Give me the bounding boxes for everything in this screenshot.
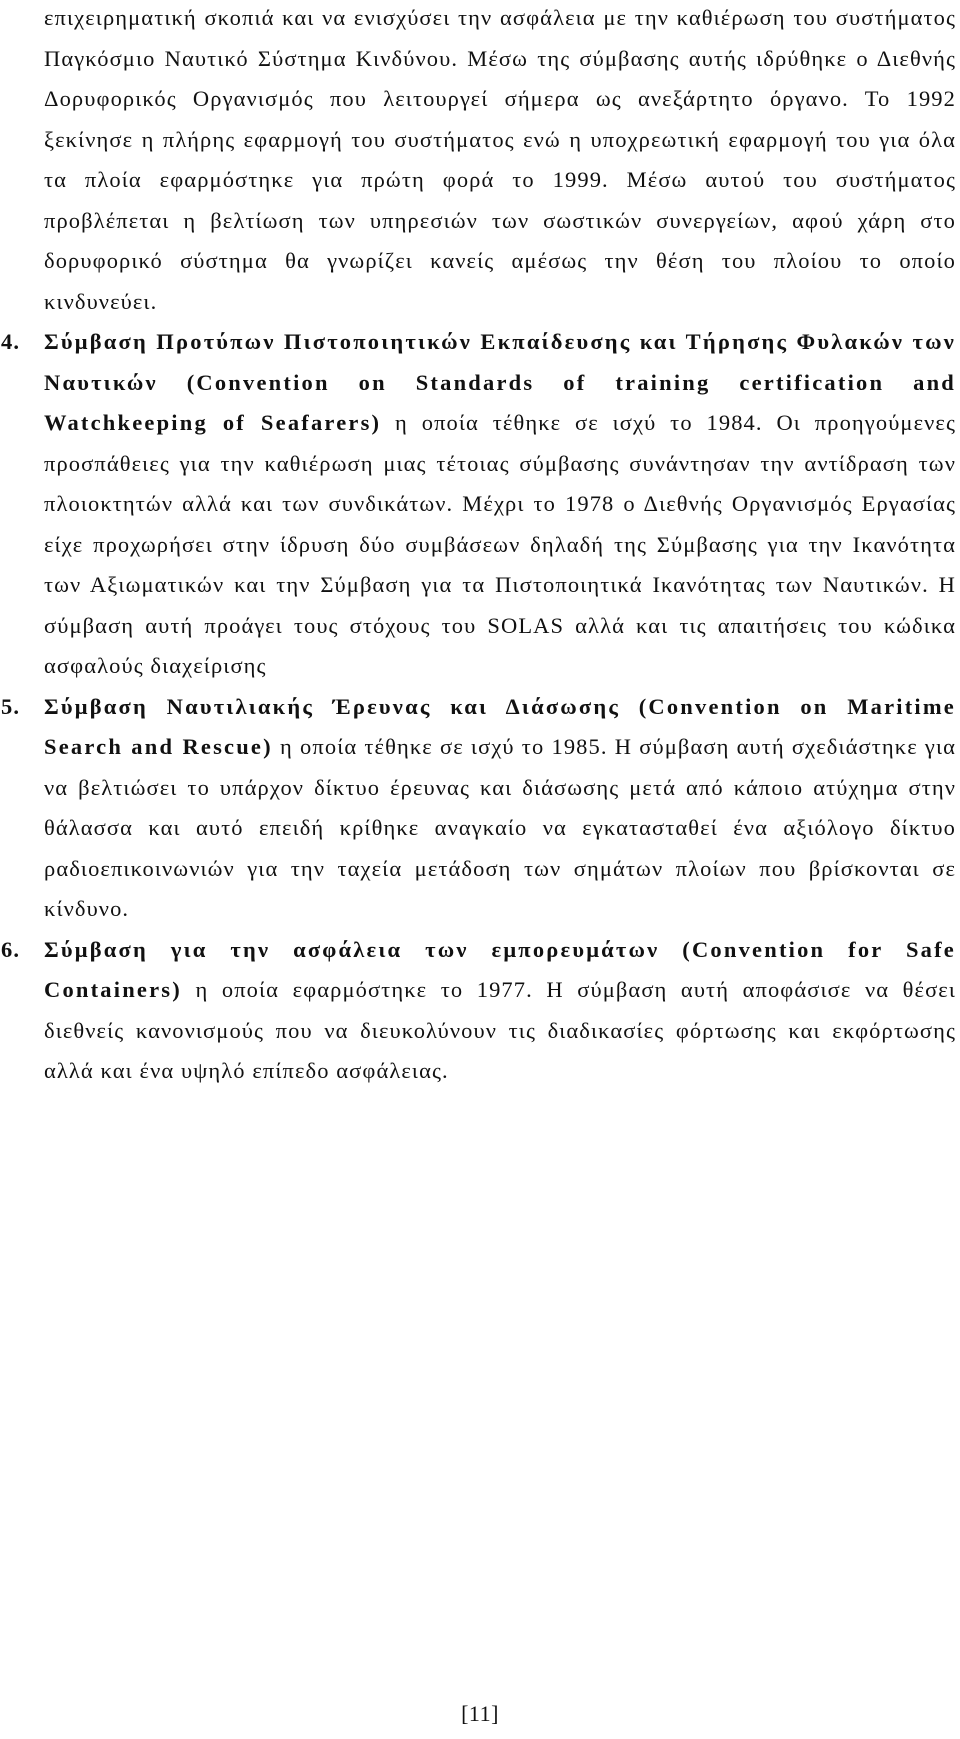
list-item-5 <box>1 687 956 930</box>
list-item-6 <box>1 930 956 1092</box>
item-title: Σύμβαση Προτύπων Πιστοποιητικών Εκπαίδευσης και Τήρησης Φυλακών των Ναυτικών (Convention on Standards of training certification and Watchkeeping of Seafarers) <box>44 329 956 435</box>
document-page <box>1 0 956 1092</box>
item-number: 6. <box>1 936 21 962</box>
item-body: η οποία εφαρμόστηκε το 1977. Η σύμβαση αυτή αποφάσισε να θέσει διεθνείς κανονισμούς που να διευκολύνουν τις διαδικασίες φόρτωσης και εκφόρτωσης αλλά και ένα υψηλό επίπεδο ασφάλειας. <box>44 977 956 1083</box>
continuation-paragraph: επιχειρηματική σκοπιά και να ενισχύσει την ασφάλεια με την καθιέρωση του συστήματος Παγκόσμιο Ναυτικό Σύστημα Κινδύνου. Μέσω της σύμβασης αυτής ιδρύθηκε ο Διεθνής Δορυφορικός Οργανισμός που λειτουργεί σήμερα ως ανεξάρτητο όργανο. Το 1992 ξεκίνησε η πλήρης εφαρμογή του συστήματος ενώ η υποχρεωτική εφαρμογή του για όλα τα πλοία εφαρμόστηκε για πρώτη φορά το 1999. Μέσω αυτού του συστήματος προβλέπεται η βελτίωση των υπηρεσιών των σωστικών συνεργείων, αφού χάρη στο δορυφορικό σύστημα θα γνωρίζει κανείς αμέσως την θέση του πλοίου το οποίο κινδυνεύει. <box>44 5 956 314</box>
item-title: Σύμβαση για την ασφάλεια των εμπορευμάτων (Convention for Safe Containers) <box>44 936 956 1002</box>
item-number: 5. <box>1 693 21 719</box>
item-body: η οποία τέθηκε σε ισχύ το 1984. Οι προηγούμενες προσπάθειες για την καθιέρωση μιας τέτοιας σύμβασης συνάντησαν την αντίδραση των πλοιοκτητών αλλά και των συνδικάτων. Μέχρι το 1978 ο Διεθνής Οργανισμός Εργασίας είχε προχωρήσει στην ίδρυση δύο συμβάσεων δηλαδή της Σύμβασης για την Ικανότητα των Αξιωματικών και την Σύμβαση για τα Πιστοποιητικά Ικανότητας των Ναυτικών. Η σύμβαση αυτή προάγει τους στόχους του SOLAS αλλά και τις απαιτήσεις του κώδικα ασφαλούς διαχείρισης <box>44 410 956 678</box>
page-number: [11] <box>461 1701 499 1726</box>
item-number: 4. <box>1 329 21 354</box>
item-body: η οποία τέθηκε σε ισχύ το 1985. Η σύμβαση αυτή σχεδιάστηκε για να βελτιώσει το υπάρχον δίκτυο έρευνας και διάσωσης μετά από κάποιο ατύχημα στην θάλασσα και αυτό επειδή κρίθηκε αναγκαίο να εγκατασταθεί ένα αξιόλογο δίκτυο ραδιοεπικοινωνιών για την ταχεία μετάδοση των σημάτων πλοίων που βρίσκονται σε κίνδυνο. <box>44 734 956 921</box>
item-title: Σύμβαση Ναυτιλιακής Έρευνας και Διάσωσης (Convention on Maritime Search and Rescue) <box>44 693 956 759</box>
list-item-4 <box>1 322 956 687</box>
